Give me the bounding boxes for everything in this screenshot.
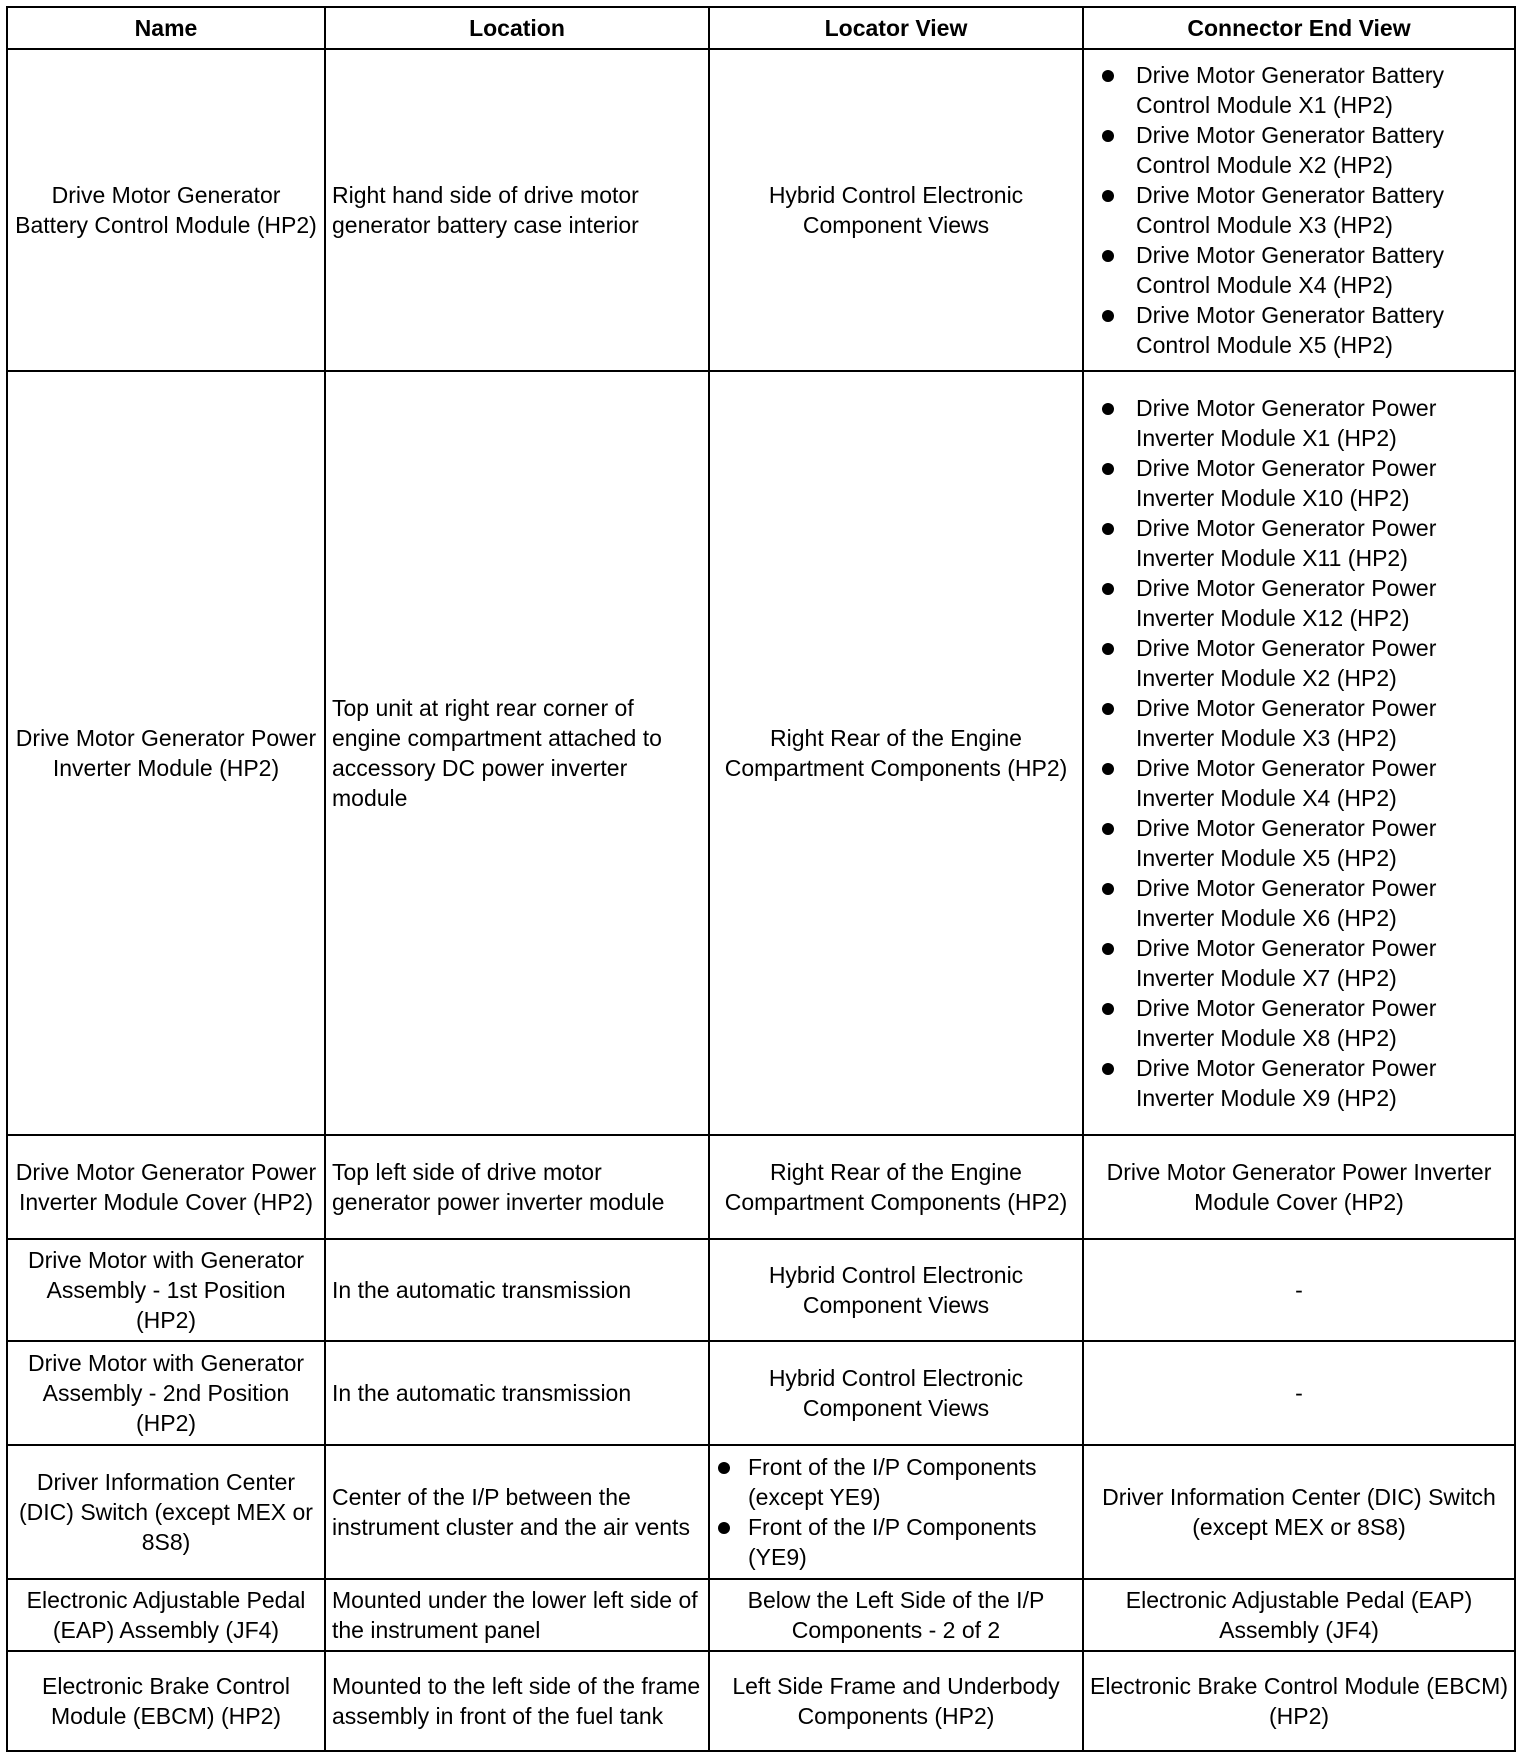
header-row bbox=[7, 7, 1515, 49]
list-item[interactable]: Drive Motor Generator Battery Control Module X2 (HP2) bbox=[1090, 120, 1508, 180]
cell-location: Top unit at right rear corner of engine compartment attached to accessory DC power inverter module bbox=[325, 371, 709, 1135]
list-item[interactable]: Drive Motor Generator Power Inverter Module X6 (HP2) bbox=[1090, 873, 1508, 933]
list-item[interactable]: Drive Motor Generator Power Inverter Module X12 (HP2) bbox=[1090, 573, 1508, 633]
component-locator-table bbox=[6, 6, 1516, 1752]
cell-locator-view[interactable]: Hybrid Control Electronic Component Views bbox=[709, 1239, 1083, 1341]
list-item[interactable]: Drive Motor Generator Power Inverter Module X2 (HP2) bbox=[1090, 633, 1508, 693]
cell-name: Electronic Brake Control Module (EBCM) (HP2) bbox=[7, 1651, 325, 1751]
cell-connector-end-view: - bbox=[1083, 1341, 1515, 1445]
cell-locator-view[interactable]: Hybrid Control Electronic Component Views bbox=[709, 1341, 1083, 1445]
list-item[interactable]: Front of the I/P Components (YE9) bbox=[716, 1512, 1076, 1572]
list-item[interactable]: Drive Motor Generator Battery Control Module X4 (HP2) bbox=[1090, 240, 1508, 300]
table-body bbox=[7, 49, 1515, 1751]
table-row bbox=[7, 1651, 1515, 1751]
list-item[interactable]: Drive Motor Generator Power Inverter Module X4 (HP2) bbox=[1090, 753, 1508, 813]
list-item[interactable]: Drive Motor Generator Power Inverter Module X11 (HP2) bbox=[1090, 513, 1508, 573]
cell-name: Drive Motor Generator Power Inverter Module Cover (HP2) bbox=[7, 1135, 325, 1239]
table-row bbox=[7, 1341, 1515, 1445]
list-item[interactable]: Drive Motor Generator Battery Control Module X5 (HP2) bbox=[1090, 300, 1508, 360]
list-item[interactable]: Drive Motor Generator Power Inverter Module X7 (HP2) bbox=[1090, 933, 1508, 993]
table-row bbox=[7, 1579, 1515, 1651]
cell-name: Drive Motor Generator Power Inverter Module (HP2) bbox=[7, 371, 325, 1135]
list-item[interactable]: Drive Motor Generator Battery Control Module X1 (HP2) bbox=[1090, 60, 1508, 120]
connector-list bbox=[1090, 60, 1508, 360]
cell-connector-end-view[interactable]: Electronic Brake Control Module (EBCM) (HP2) bbox=[1083, 1651, 1515, 1751]
cell-name: Drive Motor Generator Battery Control Module (HP2) bbox=[7, 49, 325, 371]
cell-location: Right hand side of drive motor generator battery case interior bbox=[325, 49, 709, 371]
header-locator-view: Locator View bbox=[709, 7, 1083, 49]
cell-location: In the automatic transmission bbox=[325, 1341, 709, 1445]
cell-name: Driver Information Center (DIC) Switch (except MEX or 8S8) bbox=[7, 1445, 325, 1579]
table-row bbox=[7, 371, 1515, 1135]
cell-locator-view[interactable]: Right Rear of the Engine Compartment Components (HP2) bbox=[709, 371, 1083, 1135]
locator-list bbox=[716, 1452, 1076, 1572]
table-row bbox=[7, 1239, 1515, 1341]
header-connector-end-view: Connector End View bbox=[1083, 7, 1515, 49]
cell-locator-view bbox=[709, 1445, 1083, 1579]
cell-connector-end-view[interactable]: Electronic Adjustable Pedal (EAP) Assembly (JF4) bbox=[1083, 1579, 1515, 1651]
cell-location: Mounted under the lower left side of the instrument panel bbox=[325, 1579, 709, 1651]
cell-connector-end-view[interactable]: Drive Motor Generator Power Inverter Module Cover (HP2) bbox=[1083, 1135, 1515, 1239]
table-row bbox=[7, 1135, 1515, 1239]
header-name: Name bbox=[7, 7, 325, 49]
cell-connector-end-view: - bbox=[1083, 1239, 1515, 1341]
list-item[interactable]: Front of the I/P Components (except YE9) bbox=[716, 1452, 1076, 1512]
cell-locator-view[interactable]: Left Side Frame and Underbody Components (HP2) bbox=[709, 1651, 1083, 1751]
cell-connector-end-view bbox=[1083, 371, 1515, 1135]
cell-location: In the automatic transmission bbox=[325, 1239, 709, 1341]
cell-locator-view[interactable]: Hybrid Control Electronic Component Views bbox=[709, 49, 1083, 371]
table-header bbox=[7, 7, 1515, 49]
header-location: Location bbox=[325, 7, 709, 49]
cell-locator-view[interactable]: Below the Left Side of the I/P Components - 2 of 2 bbox=[709, 1579, 1083, 1651]
list-item[interactable]: Drive Motor Generator Power Inverter Module X3 (HP2) bbox=[1090, 693, 1508, 753]
table-row bbox=[7, 1445, 1515, 1579]
cell-connector-end-view bbox=[1083, 49, 1515, 371]
list-item[interactable]: Drive Motor Generator Power Inverter Module X1 (HP2) bbox=[1090, 393, 1508, 453]
cell-name: Drive Motor with Generator Assembly - 2nd Position (HP2) bbox=[7, 1341, 325, 1445]
cell-name: Drive Motor with Generator Assembly - 1st Position (HP2) bbox=[7, 1239, 325, 1341]
cell-location: Mounted to the left side of the frame assembly in front of the fuel tank bbox=[325, 1651, 709, 1751]
table-row bbox=[7, 49, 1515, 371]
list-item[interactable]: Drive Motor Generator Power Inverter Module X8 (HP2) bbox=[1090, 993, 1508, 1053]
cell-connector-end-view[interactable]: Driver Information Center (DIC) Switch (except MEX or 8S8) bbox=[1083, 1445, 1515, 1579]
list-item[interactable]: Drive Motor Generator Power Inverter Module X5 (HP2) bbox=[1090, 813, 1508, 873]
cell-location: Center of the I/P between the instrument cluster and the air vents bbox=[325, 1445, 709, 1579]
list-item[interactable]: Drive Motor Generator Power Inverter Module X10 (HP2) bbox=[1090, 453, 1508, 513]
list-item[interactable]: Drive Motor Generator Power Inverter Module X9 (HP2) bbox=[1090, 1053, 1508, 1113]
cell-locator-view[interactable]: Right Rear of the Engine Compartment Components (HP2) bbox=[709, 1135, 1083, 1239]
cell-name: Electronic Adjustable Pedal (EAP) Assembly (JF4) bbox=[7, 1579, 325, 1651]
connector-list bbox=[1090, 393, 1508, 1113]
cell-location: Top left side of drive motor generator power inverter module bbox=[325, 1135, 709, 1239]
list-item[interactable]: Drive Motor Generator Battery Control Module X3 (HP2) bbox=[1090, 180, 1508, 240]
